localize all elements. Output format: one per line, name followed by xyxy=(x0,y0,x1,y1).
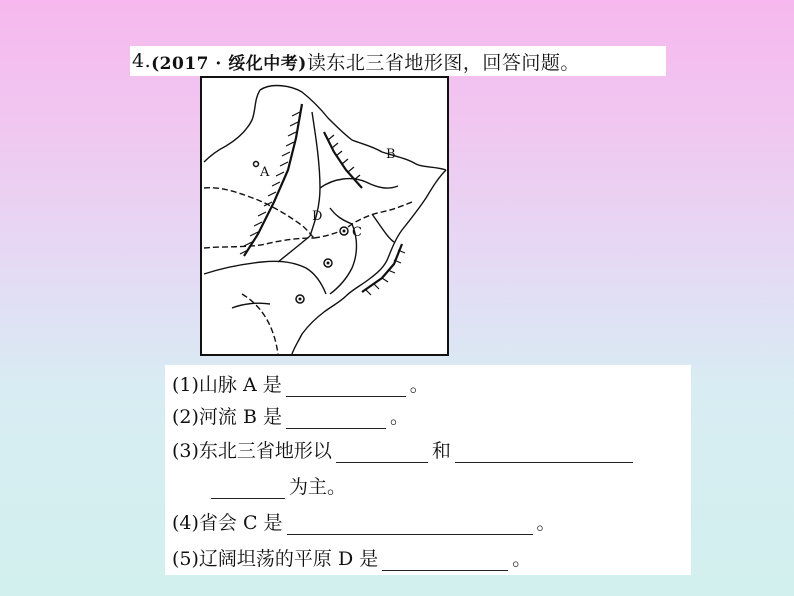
answer-blank-5[interactable] xyxy=(382,548,508,571)
answer-blank-1[interactable] xyxy=(286,374,406,397)
mountain-range-a xyxy=(244,104,302,256)
question-text: 读东北三省地形图，回答问题。 xyxy=(306,51,580,74)
map-drawing xyxy=(202,78,447,354)
city-marker xyxy=(254,162,259,167)
river-line xyxy=(372,214,394,242)
province-border xyxy=(314,202,412,238)
coast-line xyxy=(292,296,346,354)
answer-blank-4[interactable] xyxy=(287,512,533,535)
river-line xyxy=(232,303,270,308)
answer-blank-3a[interactable] xyxy=(336,440,428,463)
sub-question-3-cont: 为主。 xyxy=(207,469,346,499)
sub-question-5: (5)辽阔坦荡的平原 D 是 。 xyxy=(172,548,532,570)
question-source: (2017 · 绥化中考) xyxy=(151,53,307,74)
answer-blank-2[interactable] xyxy=(286,406,386,429)
sub-questions-panel xyxy=(165,365,691,575)
label-d: D xyxy=(312,209,323,224)
label-c: C xyxy=(352,225,362,240)
question-title xyxy=(130,46,666,76)
river-line xyxy=(330,208,352,224)
sub-question-2: (2)河流 B 是 。 xyxy=(172,406,409,428)
answer-blank-3c[interactable] xyxy=(211,476,285,499)
label-b: B xyxy=(386,147,396,162)
sub-question-4: (4)省会 C 是 。 xyxy=(172,512,556,534)
river-line xyxy=(278,236,310,262)
sub-question-3: (3)东北三省地形以 和 xyxy=(172,433,637,463)
answer-blank-3b[interactable] xyxy=(455,440,633,463)
northeast-terrain-map xyxy=(200,76,449,356)
border-line xyxy=(260,86,446,170)
label-a: A xyxy=(260,165,270,180)
coast-line xyxy=(204,261,326,294)
question-number: 4. xyxy=(132,50,152,72)
border-line xyxy=(204,90,260,162)
sub-question-1: (1)山脉 A 是 。 xyxy=(172,374,429,396)
mountain-hachures xyxy=(240,112,300,254)
